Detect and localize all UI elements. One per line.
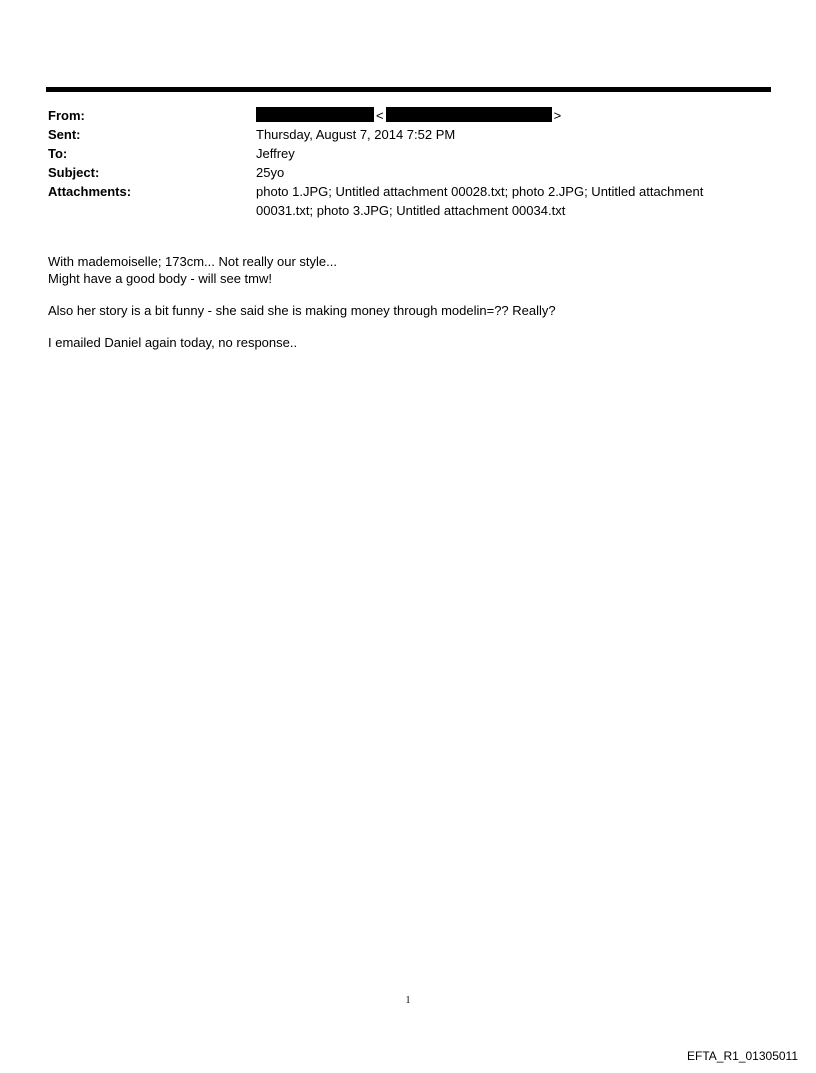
email-body bbox=[48, 253, 748, 366]
open-bracket: < bbox=[376, 108, 384, 123]
body-paragraph-2: Also her story is a bit funny - she said she is making money through modelin=?? Really? bbox=[48, 303, 556, 318]
from-value bbox=[256, 106, 746, 125]
sent-value: Thursday, August 7, 2014 7:52 PM bbox=[256, 127, 456, 142]
email-header bbox=[48, 106, 748, 220]
body-line-1: With mademoiselle; 173cm... Not really our style... bbox=[48, 254, 337, 269]
from-row bbox=[48, 106, 748, 125]
body-line-2: Might have a good body - will see tmw! bbox=[48, 271, 272, 286]
body-paragraph-1 bbox=[48, 253, 748, 287]
to-row bbox=[48, 144, 748, 163]
header-rule bbox=[46, 87, 771, 92]
sent-label: Sent: bbox=[48, 127, 81, 142]
attachments-row bbox=[48, 182, 748, 220]
attachments-value: photo 1.JPG; Untitled attachment 00028.txt; photo 2.JPG; Untitled attachment 00031.txt; photo 3.JPG; Untitled attachment 00034.txt bbox=[256, 184, 704, 218]
body-paragraph-3: I emailed Daniel again today, no response.. bbox=[48, 335, 298, 350]
to-label: To: bbox=[48, 146, 68, 161]
attachments-label: Attachments: bbox=[48, 184, 132, 199]
to-value: Jeffrey bbox=[256, 146, 295, 161]
redacted-sender-email bbox=[386, 107, 552, 122]
close-bracket: > bbox=[553, 108, 562, 123]
sent-row bbox=[48, 125, 748, 144]
page-number: 1 bbox=[405, 995, 411, 1006]
document-id: EFTA_R1_01305011 bbox=[687, 1049, 798, 1063]
subject-value: 25yo bbox=[256, 165, 285, 180]
redacted-sender-name bbox=[256, 107, 374, 122]
subject-label: Subject: bbox=[48, 165, 100, 180]
subject-row bbox=[48, 163, 748, 182]
from-label: From: bbox=[48, 108, 85, 123]
